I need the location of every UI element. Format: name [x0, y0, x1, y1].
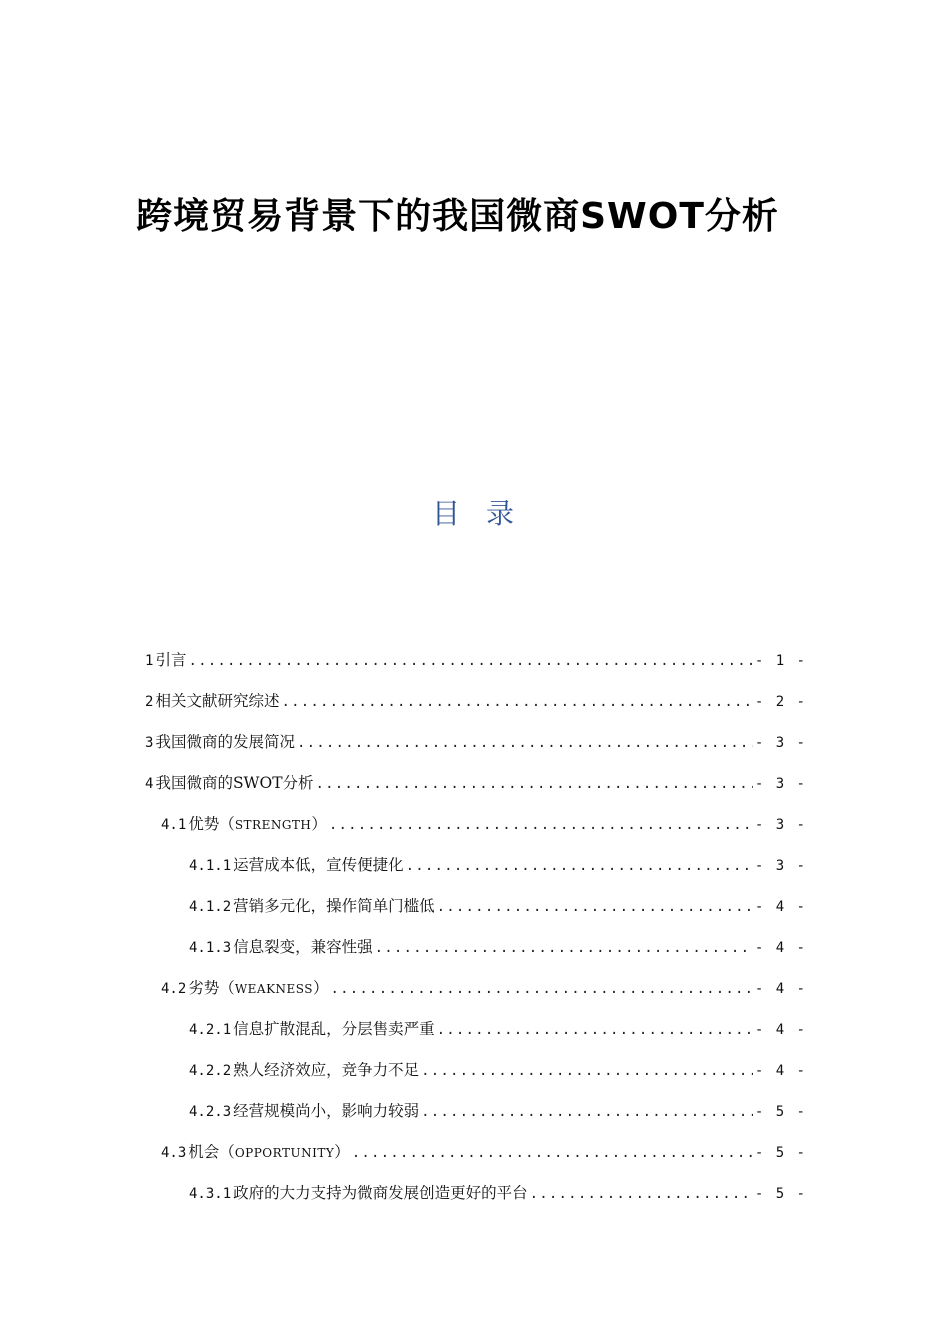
toc-page-number: - 3 - — [754, 817, 807, 833]
toc-entry-number: 4.3 — [161, 1145, 187, 1161]
toc-entry-title: 熟人经济效应，竞争力不足 — [233, 1061, 420, 1079]
toc-page-number: - 4 - — [754, 981, 807, 997]
toc-entry-title: 劣势（ — [188, 979, 235, 997]
toc-entry-number: 4.3.1 — [189, 1186, 232, 1202]
toc-entry-title: 引言 — [155, 651, 187, 669]
toc-dot-leader — [530, 1186, 753, 1202]
toc-entry[interactable] — [145, 1058, 807, 1099]
toc-dot-leader — [406, 858, 753, 874]
toc-entry-title-suffix: ） — [334, 1143, 350, 1161]
toc-entry-number: 4 — [145, 776, 154, 792]
toc-entry-number: 4.2.1 — [189, 1022, 232, 1038]
toc-page-number: - 4 - — [754, 899, 807, 915]
toc-entry[interactable] — [145, 771, 807, 812]
toc-entry-title: 经营规模尚小，影响力较弱 — [233, 1102, 420, 1120]
toc-dot-leader — [437, 899, 753, 915]
toc-entry-title: 信息裂变，兼容性强 — [233, 938, 373, 956]
toc-entry-number: 4.2.2 — [189, 1063, 232, 1079]
toc-page-number: - 2 - — [754, 694, 807, 710]
table-of-contents — [145, 648, 807, 1222]
toc-entry[interactable] — [145, 812, 807, 853]
toc-entry[interactable] — [145, 1181, 807, 1222]
toc-entry[interactable] — [145, 730, 807, 771]
toc-entry-number: 1 — [145, 653, 154, 669]
toc-entry-english-term: WEAKNESS — [234, 982, 314, 996]
toc-entry-english-term: STRENGTH — [234, 818, 312, 832]
toc-page-number: - 3 - — [754, 735, 807, 751]
toc-page-number: - 5 - — [754, 1104, 807, 1120]
toc-dot-leader — [329, 817, 753, 833]
toc-entry-number: 3 — [145, 735, 154, 751]
toc-entry-english-term: OPPORTUNITY — [234, 1146, 335, 1160]
toc-entry[interactable] — [145, 935, 807, 976]
toc-entry-title: 营销多元化，操作简单门槛低 — [233, 897, 435, 915]
toc-heading: 目录 — [431, 497, 540, 530]
toc-entry-number: 4.1.3 — [189, 940, 232, 956]
toc-dot-leader — [281, 694, 752, 710]
toc-entry[interactable] — [145, 1099, 807, 1140]
toc-entry[interactable] — [145, 976, 807, 1017]
toc-page-number: - 3 - — [754, 776, 807, 792]
toc-entry-number: 4.1.2 — [189, 899, 232, 915]
toc-page-number: - 3 - — [754, 858, 807, 874]
toc-dot-leader — [375, 940, 753, 956]
toc-dot-leader — [437, 1022, 753, 1038]
toc-entry-number: 2 — [145, 694, 154, 710]
toc-entry-title: 相关文献研究综述 — [155, 692, 280, 710]
toc-dot-leader — [421, 1063, 753, 1079]
toc-page-number: - 1 - — [754, 653, 807, 669]
toc-entry[interactable] — [145, 1017, 807, 1058]
toc-page-number: - 5 - — [754, 1145, 807, 1161]
toc-entry-title: 优势（ — [188, 815, 235, 833]
toc-page-number: - 4 - — [754, 1022, 807, 1038]
toc-dot-leader — [331, 981, 753, 997]
toc-entry-title: 运营成本低，宣传便捷化 — [233, 856, 404, 874]
toc-entry-title-suffix: ） — [313, 979, 329, 997]
toc-dot-leader — [316, 776, 753, 792]
toc-entry-number: 4.1.1 — [189, 858, 232, 874]
toc-entry[interactable] — [145, 1140, 807, 1181]
toc-dot-leader — [188, 653, 752, 669]
toc-dot-leader — [352, 1145, 753, 1161]
toc-dot-leader — [297, 735, 753, 751]
toc-entry-title-suffix: ） — [311, 815, 327, 833]
toc-entry-title: 我国微商的SWOT分析 — [155, 774, 314, 792]
toc-page-number: - 4 - — [754, 940, 807, 956]
toc-page-number: - 4 - — [754, 1063, 807, 1079]
toc-dot-leader — [421, 1104, 753, 1120]
toc-entry-title: 机会（ — [188, 1143, 235, 1161]
toc-entry-number: 4.2 — [161, 981, 187, 997]
toc-entry-number: 4.1 — [161, 817, 187, 833]
toc-entry[interactable] — [145, 648, 807, 689]
document-title: 跨境贸易背景下的我国微商SWOT分析 — [136, 196, 779, 237]
toc-entry-title: 政府的大力支持为微商发展创造更好的平台 — [233, 1184, 528, 1202]
toc-entry-title: 信息扩散混乱，分层售卖严重 — [233, 1020, 435, 1038]
toc-entry[interactable] — [145, 894, 807, 935]
toc-entry-number: 4.2.3 — [189, 1104, 232, 1120]
toc-entry[interactable] — [145, 853, 807, 894]
toc-entry[interactable] — [145, 689, 807, 730]
toc-page-number: - 5 - — [754, 1186, 807, 1202]
toc-entry-title: 我国微商的发展简况 — [155, 733, 295, 751]
